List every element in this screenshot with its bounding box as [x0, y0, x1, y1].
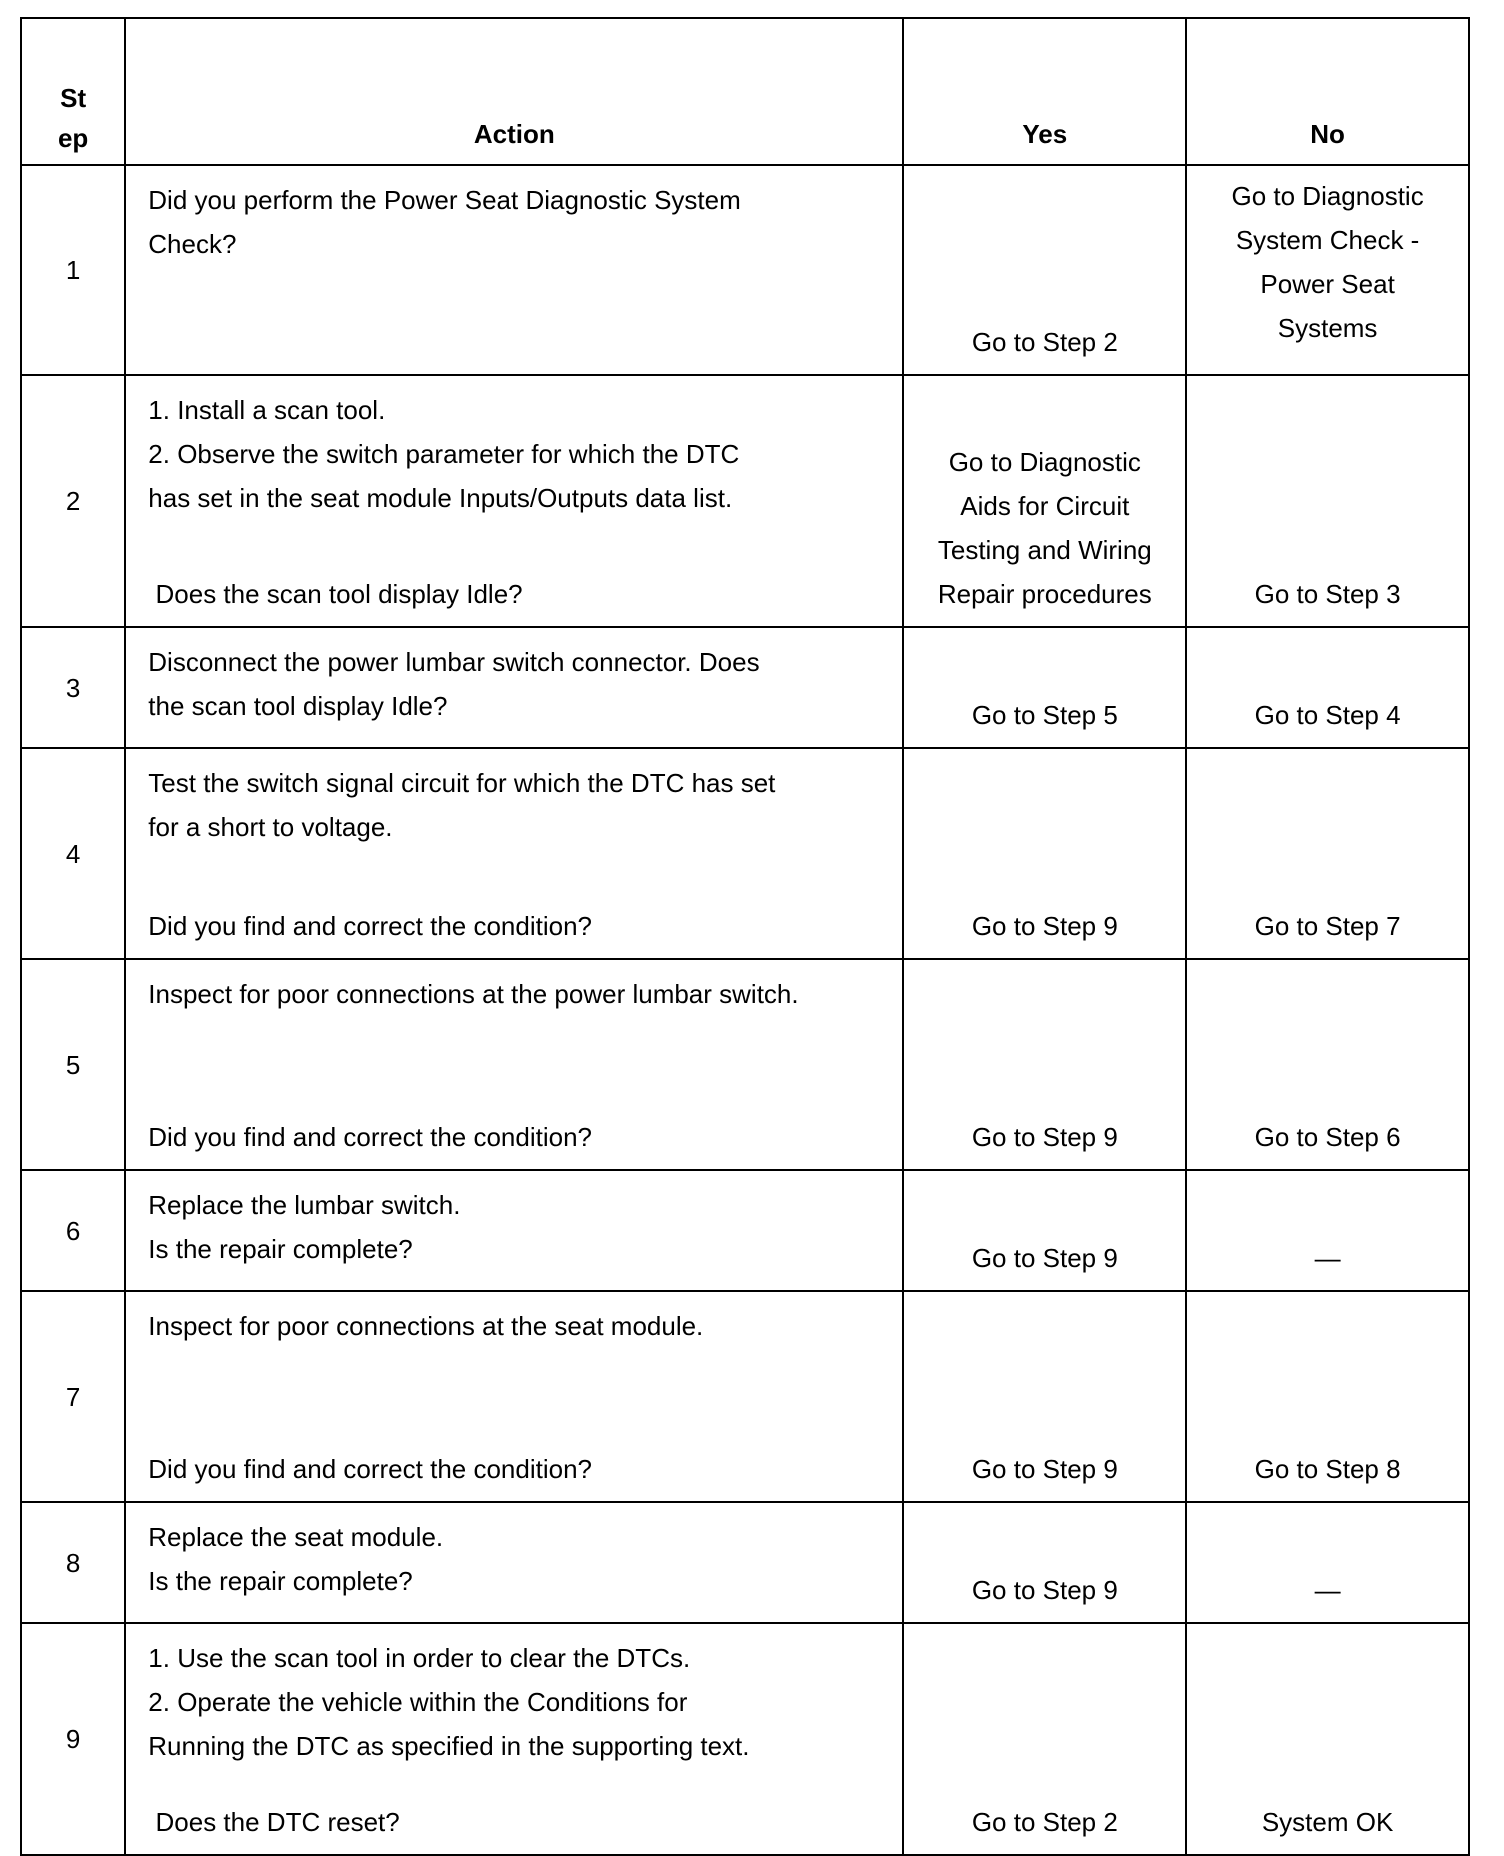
yes-cell	[903, 1623, 1186, 1855]
header-step	[21, 18, 125, 165]
no-result: Go to Step 7	[1254, 911, 1401, 941]
table-row	[21, 959, 1469, 1170]
no-result: —	[1314, 1575, 1341, 1605]
no-cell	[1186, 375, 1469, 627]
action-line: Test the switch signal circuit for which the DTC has set	[148, 768, 776, 798]
action-cell	[125, 1623, 903, 1855]
no-result: Power Seat	[1260, 269, 1395, 299]
yes-cell	[903, 165, 1186, 375]
yes-result: Go to Step 9	[971, 911, 1118, 941]
yes-cell	[903, 959, 1186, 1170]
no-result: Systems	[1277, 313, 1378, 343]
action-line: Check?	[148, 229, 237, 259]
table-row	[21, 627, 1469, 748]
action-question: Did you find and correct the condition?	[148, 1122, 592, 1152]
no-cell	[1186, 1170, 1469, 1291]
action-line: Replace the seat module.	[148, 1522, 444, 1552]
step-number: 2	[21, 375, 125, 627]
table-row	[21, 165, 1469, 375]
action-line: Is the repair complete?	[148, 1566, 413, 1596]
action-cell	[125, 627, 903, 748]
action-question: Does the scan tool display Idle?	[148, 579, 523, 609]
table-row	[21, 748, 1469, 959]
action-line: Is the repair complete?	[148, 1234, 413, 1264]
header-step-line2: ep	[57, 123, 89, 153]
yes-cell	[903, 1291, 1186, 1502]
diagnostic-table	[20, 17, 1470, 1856]
action-question: Did you find and correct the condition?	[148, 911, 592, 941]
no-result: Go to Step 6	[1254, 1122, 1401, 1152]
step-number: 3	[21, 627, 125, 748]
yes-cell	[903, 375, 1186, 627]
header-yes: Yes	[903, 18, 1186, 165]
yes-result: Go to Diagnostic	[948, 447, 1141, 477]
action-line: has set in the seat module Inputs/Outputs data list.	[148, 483, 733, 513]
action-cell	[125, 959, 903, 1170]
yes-result: Go to Step 9	[971, 1575, 1118, 1605]
action-line: for a short to voltage.	[148, 812, 393, 842]
action-line: 1. Use the scan tool in order to clear the DTCs.	[148, 1643, 691, 1673]
action-line: Disconnect the power lumbar switch connector. Does	[148, 647, 760, 677]
action-cell	[125, 375, 903, 627]
table-row	[21, 1291, 1469, 1502]
no-cell	[1186, 959, 1469, 1170]
no-cell	[1186, 748, 1469, 959]
yes-result: Go to Step 2	[971, 327, 1118, 357]
yes-result: Aids for Circuit	[960, 491, 1130, 521]
yes-cell	[903, 1170, 1186, 1291]
action-cell	[125, 1170, 903, 1291]
yes-result: Go to Step 9	[971, 1122, 1118, 1152]
no-result: Go to Diagnostic	[1231, 181, 1424, 211]
table-row	[21, 375, 1469, 627]
action-line: Running the DTC as specified in the supporting text.	[148, 1731, 750, 1761]
step-number: 9	[21, 1623, 125, 1855]
yes-result: Testing and Wiring	[937, 535, 1152, 565]
header-row	[21, 18, 1469, 165]
no-result: Go to Step 8	[1254, 1454, 1401, 1484]
no-result: System Check -	[1235, 225, 1420, 255]
action-cell	[125, 1291, 903, 1502]
yes-result: Go to Step 2	[971, 1807, 1118, 1837]
action-line: Replace the lumbar switch.	[148, 1190, 461, 1220]
step-number: 4	[21, 748, 125, 959]
action-cell	[125, 165, 903, 375]
step-number: 6	[21, 1170, 125, 1291]
no-result: Go to Step 3	[1254, 579, 1401, 609]
step-number: 1	[21, 165, 125, 375]
table-row	[21, 1623, 1469, 1855]
action-line: Inspect for poor connections at the seat module.	[148, 1311, 704, 1341]
table-body	[21, 165, 1469, 1855]
header-action: Action	[125, 18, 903, 165]
action-line: Did you perform the Power Seat Diagnostic System	[148, 185, 741, 215]
no-result: System OK	[1261, 1807, 1394, 1837]
no-cell	[1186, 165, 1469, 375]
no-result: Go to Step 4	[1254, 700, 1401, 730]
action-line: 2. Operate the vehicle within the Conditions for	[148, 1687, 688, 1717]
no-cell	[1186, 1291, 1469, 1502]
action-line: 2. Observe the switch parameter for which the DTC	[148, 439, 740, 469]
action-line: 1. Install a scan tool.	[148, 395, 386, 425]
header-no: No	[1186, 18, 1469, 165]
action-cell	[125, 1502, 903, 1623]
yes-result: Repair procedures	[937, 579, 1152, 609]
yes-result: Go to Step 5	[971, 700, 1118, 730]
yes-result: Go to Step 9	[971, 1454, 1118, 1484]
step-number: 8	[21, 1502, 125, 1623]
action-cell	[125, 748, 903, 959]
yes-cell	[903, 748, 1186, 959]
no-cell	[1186, 1623, 1469, 1855]
header-step-line1: St	[60, 83, 87, 113]
no-result: —	[1314, 1243, 1341, 1273]
table-row	[21, 1170, 1469, 1291]
step-number: 5	[21, 959, 125, 1170]
action-line: the scan tool display Idle?	[148, 691, 448, 721]
yes-cell	[903, 627, 1186, 748]
action-question: Does the DTC reset?	[148, 1807, 400, 1837]
table-row	[21, 1502, 1469, 1623]
yes-cell	[903, 1502, 1186, 1623]
action-question: Did you find and correct the condition?	[148, 1454, 592, 1484]
yes-result: Go to Step 9	[971, 1243, 1118, 1273]
no-cell	[1186, 1502, 1469, 1623]
step-number: 7	[21, 1291, 125, 1502]
no-cell	[1186, 627, 1469, 748]
action-line: Inspect for poor connections at the power lumbar switch.	[148, 979, 799, 1009]
